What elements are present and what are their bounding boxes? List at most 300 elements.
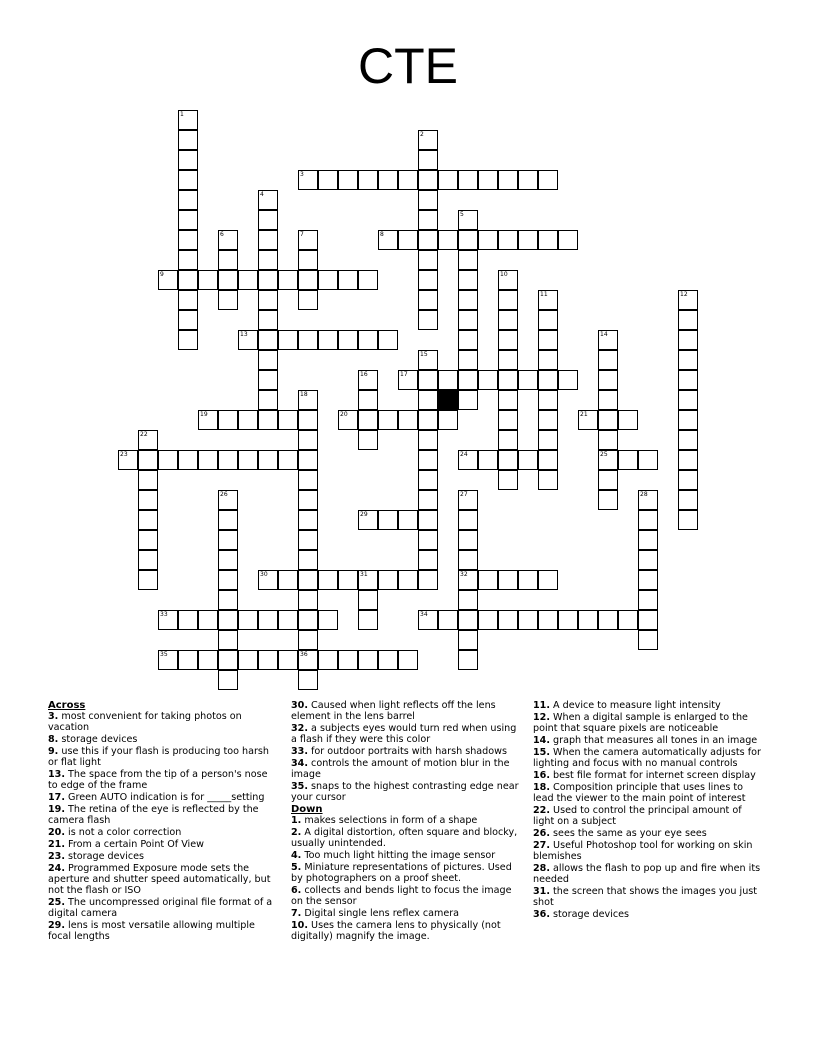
grid-cell[interactable]	[418, 410, 438, 430]
grid-cell[interactable]	[558, 610, 578, 630]
grid-cell[interactable]	[138, 510, 158, 530]
grid-cell[interactable]	[238, 610, 258, 630]
grid-cell[interactable]	[298, 490, 318, 510]
clue-item-text: A digital distortion, often square and blocky, usually unintended.	[291, 827, 518, 849]
clue-number: 21	[580, 411, 588, 418]
grid-cell[interactable]	[278, 650, 298, 670]
clue-number: 16	[360, 371, 368, 378]
clue-item	[48, 920, 278, 942]
grid-cell[interactable]	[298, 670, 318, 690]
grid-cell[interactable]	[258, 290, 278, 310]
grid-cell[interactable]	[458, 650, 478, 670]
grid-cell[interactable]	[478, 450, 498, 470]
grid-cell[interactable]	[498, 310, 518, 330]
grid-cell[interactable]	[218, 410, 238, 430]
grid-cell[interactable]	[478, 170, 498, 190]
grid-cell[interactable]	[638, 510, 658, 530]
grid-cell[interactable]	[258, 210, 278, 230]
clue-item	[291, 700, 523, 722]
grid-cell[interactable]	[538, 310, 558, 330]
grid-cell[interactable]	[678, 330, 698, 350]
grid-cell[interactable]	[498, 330, 518, 350]
grid-cell[interactable]	[458, 270, 478, 290]
grid-cell[interactable]	[298, 430, 318, 450]
grid-cell[interactable]	[538, 370, 558, 390]
grid-cell[interactable]	[418, 490, 438, 510]
grid-cell[interactable]	[518, 230, 538, 250]
grid-cell[interactable]	[218, 630, 238, 650]
grid-cell[interactable]	[378, 330, 398, 350]
grid-cell[interactable]	[238, 450, 258, 470]
clue-number: 29	[360, 511, 368, 518]
grid-cell[interactable]	[458, 250, 478, 270]
grid-cell[interactable]	[418, 150, 438, 170]
grid-cell[interactable]	[158, 450, 178, 470]
clue-item-number: 1.	[291, 815, 302, 826]
grid-cell[interactable]	[538, 330, 558, 350]
grid-cell[interactable]	[238, 410, 258, 430]
grid-cell[interactable]	[478, 610, 498, 630]
grid-cell[interactable]	[258, 270, 278, 290]
grid-cell[interactable]	[518, 450, 538, 470]
grid-cell[interactable]	[498, 170, 518, 190]
grid-cell[interactable]	[298, 450, 318, 470]
clue-item-text: When a digital sample is enlarged to the point that square pixels are noticeable	[533, 712, 748, 734]
grid-cell[interactable]	[438, 170, 458, 190]
grid-cell[interactable]	[258, 410, 278, 430]
grid-cell[interactable]	[358, 430, 378, 450]
grid-cell[interactable]	[458, 590, 478, 610]
clues-column-2	[291, 700, 523, 943]
grid-cell[interactable]	[558, 230, 578, 250]
grid-cell[interactable]	[298, 270, 318, 290]
clue-item-text: storage devices	[550, 909, 630, 920]
clue-item-text: use this if your flash is producing too harsh or flat light	[48, 746, 269, 768]
clue-item-number: 2.	[291, 827, 302, 838]
grid-cell[interactable]	[638, 590, 658, 610]
clue-item	[48, 734, 278, 745]
grid-cell[interactable]	[538, 450, 558, 470]
grid-cell[interactable]	[278, 570, 298, 590]
grid-cell[interactable]	[218, 530, 238, 550]
grid-cell[interactable]	[178, 230, 198, 250]
grid-cell[interactable]	[318, 270, 338, 290]
clue-item	[48, 827, 278, 838]
grid-cell[interactable]	[178, 130, 198, 150]
grid-cell[interactable]	[358, 650, 378, 670]
clue-number: 30	[260, 571, 268, 578]
grid-cell[interactable]	[438, 410, 458, 430]
grid-cell[interactable]	[138, 570, 158, 590]
grid-cell[interactable]	[598, 390, 618, 410]
grid-cell[interactable]	[178, 290, 198, 310]
grid-cell[interactable]	[218, 590, 238, 610]
grid-cell[interactable]	[338, 650, 358, 670]
grid-cell[interactable]	[498, 370, 518, 390]
grid-cell[interactable]	[398, 510, 418, 530]
grid-cell[interactable]	[598, 430, 618, 450]
grid-cell[interactable]	[498, 450, 518, 470]
grid-cell[interactable]	[398, 230, 418, 250]
clue-item	[291, 781, 523, 803]
clue-number: 36	[300, 651, 308, 658]
grid-cell[interactable]	[498, 410, 518, 430]
clue-number: 34	[420, 611, 428, 618]
grid-cell[interactable]	[638, 630, 658, 650]
grid-cell[interactable]	[598, 610, 618, 630]
grid-cell[interactable]	[538, 170, 558, 190]
clue-number: 19	[200, 411, 208, 418]
grid-cell[interactable]	[218, 270, 238, 290]
grid-cell[interactable]	[258, 650, 278, 670]
grid-cell[interactable]	[338, 570, 358, 590]
grid-cell[interactable]	[298, 630, 318, 650]
grid-cell[interactable]	[178, 610, 198, 630]
grid-cell[interactable]	[258, 310, 278, 330]
grid-cell[interactable]	[238, 270, 258, 290]
grid-cell[interactable]	[638, 530, 658, 550]
clue-number: 17	[400, 371, 408, 378]
grid-cell[interactable]	[418, 190, 438, 210]
grid-cell[interactable]	[678, 490, 698, 510]
grid-cell[interactable]	[258, 230, 278, 250]
grid-cell[interactable]	[438, 610, 458, 630]
grid-cell[interactable]	[418, 450, 438, 470]
grid-cell[interactable]	[258, 610, 278, 630]
grid-cell[interactable]	[458, 310, 478, 330]
grid-cell[interactable]	[318, 650, 338, 670]
grid-cell[interactable]	[358, 170, 378, 190]
clue-item-text: the screen that shows the images you just shot	[533, 886, 758, 908]
grid-cell[interactable]	[178, 450, 198, 470]
grid-cell[interactable]	[498, 430, 518, 450]
grid-cell[interactable]	[458, 290, 478, 310]
grid-cell[interactable]	[258, 450, 278, 470]
grid-cell[interactable]	[538, 390, 558, 410]
clue-item-number: 20.	[48, 827, 65, 838]
grid-cell[interactable]	[138, 530, 158, 550]
grid-cell[interactable]	[358, 410, 378, 430]
grid-cell[interactable]	[478, 370, 498, 390]
grid-cell[interactable]	[638, 570, 658, 590]
clue-item-text: Green AUTO indication is for _____setting	[65, 792, 265, 803]
grid-cell[interactable]	[298, 550, 318, 570]
clue-number: 4	[260, 191, 264, 198]
clue-item-number: 29.	[48, 920, 65, 931]
grid-cell[interactable]	[518, 610, 538, 630]
grid-cell[interactable]	[198, 450, 218, 470]
grid-cell[interactable]	[618, 410, 638, 430]
grid-cell[interactable]	[498, 470, 518, 490]
clue-number: 35	[160, 651, 168, 658]
grid-cell[interactable]	[338, 170, 358, 190]
grid-cell[interactable]	[678, 510, 698, 530]
grid-cell[interactable]	[418, 430, 438, 450]
grid-cell[interactable]	[178, 250, 198, 270]
clue-item-number: 18.	[533, 782, 550, 793]
grid-cell[interactable]	[218, 450, 238, 470]
grid-cell[interactable]	[178, 190, 198, 210]
clue-number: 31	[360, 571, 368, 578]
grid-cell[interactable]	[598, 350, 618, 370]
grid-cell[interactable]	[218, 510, 238, 530]
grid-cell[interactable]	[418, 310, 438, 330]
grid-cell[interactable]	[218, 290, 238, 310]
grid-cell[interactable]	[358, 390, 378, 410]
grid-cell[interactable]	[538, 470, 558, 490]
clue-number: 10	[500, 271, 508, 278]
grid-cell[interactable]	[538, 410, 558, 430]
grid-cell[interactable]	[138, 470, 158, 490]
grid-cell[interactable]	[178, 270, 198, 290]
grid-cell[interactable]	[458, 370, 478, 390]
grid-cell[interactable]	[358, 330, 378, 350]
grid-cell[interactable]	[678, 410, 698, 430]
grid-cell[interactable]	[418, 530, 438, 550]
grid-cell[interactable]	[678, 390, 698, 410]
grid-cell[interactable]	[258, 370, 278, 390]
grid-cell[interactable]	[218, 670, 238, 690]
grid-cell[interactable]	[418, 210, 438, 230]
clue-item-text: Uses the camera lens to physically (not digitally) magnify the image.	[291, 920, 501, 942]
grid-cell[interactable]	[458, 350, 478, 370]
grid-cell[interactable]	[398, 650, 418, 670]
grid-cell[interactable]	[338, 330, 358, 350]
clue-item	[533, 770, 765, 781]
grid-cell[interactable]	[418, 570, 438, 590]
clue-number: 33	[160, 611, 168, 618]
clue-item-number: 17.	[48, 792, 65, 803]
grid-cell[interactable]	[138, 490, 158, 510]
grid-cell[interactable]	[418, 390, 438, 410]
grid-cell[interactable]	[538, 610, 558, 630]
grid-cell[interactable]	[378, 570, 398, 590]
grid-cell[interactable]	[278, 450, 298, 470]
grid-cell[interactable]	[618, 450, 638, 470]
grid-cell[interactable]	[458, 330, 478, 350]
grid-cell[interactable]	[678, 350, 698, 370]
clue-item	[48, 897, 278, 919]
grid-cell[interactable]	[378, 510, 398, 530]
grid-cell[interactable]	[438, 370, 458, 390]
clue-item-number: 4.	[291, 850, 302, 861]
grid-cell[interactable]	[498, 390, 518, 410]
grid-cell[interactable]	[418, 510, 438, 530]
grid-cell[interactable]	[458, 390, 478, 410]
clue-number: 1	[180, 111, 184, 118]
grid-cell[interactable]	[418, 230, 438, 250]
grid-cell[interactable]	[418, 370, 438, 390]
grid-cell[interactable]	[458, 630, 478, 650]
grid-cell[interactable]	[638, 610, 658, 630]
grid-cell[interactable]	[318, 330, 338, 350]
grid-cell[interactable]	[178, 210, 198, 230]
grid-cell[interactable]	[298, 610, 318, 630]
grid-cell[interactable]	[378, 650, 398, 670]
grid-cell[interactable]	[598, 370, 618, 390]
grid-cell[interactable]	[498, 570, 518, 590]
grid-cell[interactable]	[418, 470, 438, 490]
grid-cell[interactable]	[498, 350, 518, 370]
clue-item-number: 10.	[291, 920, 308, 931]
clue-item-text: The space from the tip of a person's nose to edge of the frame	[48, 769, 268, 791]
grid-cell[interactable]	[458, 550, 478, 570]
grid-cell[interactable]	[638, 450, 658, 470]
grid-cell[interactable]	[298, 410, 318, 430]
clue-item	[291, 862, 523, 884]
grid-cell[interactable]	[378, 410, 398, 430]
grid-cell[interactable]	[218, 570, 238, 590]
clue-item-text: Used to control the principal amount of light on a subject	[533, 805, 742, 827]
clue-item-text: The uncompressed original file format of a digital camera	[48, 897, 273, 919]
grid-cell[interactable]	[518, 370, 538, 390]
grid-cell[interactable]	[258, 330, 278, 350]
grid-cell[interactable]	[418, 550, 438, 570]
grid-cell[interactable]	[538, 350, 558, 370]
grid-cell[interactable]	[678, 450, 698, 470]
grid-cell[interactable]	[218, 250, 238, 270]
grid-cell[interactable]	[258, 390, 278, 410]
page-title: CTE	[358, 38, 458, 94]
clue-item	[533, 909, 765, 920]
grid-cell[interactable]	[358, 590, 378, 610]
grid-cell[interactable]	[678, 310, 698, 330]
clue-item-text: A device to measure light intensity	[550, 700, 721, 711]
grid-cell[interactable]	[458, 510, 478, 530]
grid-cell[interactable]	[178, 170, 198, 190]
clue-item-text: storage devices	[65, 851, 145, 862]
grid-cell[interactable]	[598, 470, 618, 490]
clue-number: 18	[300, 391, 308, 398]
clue-item-number: 15.	[533, 747, 550, 758]
grid-cell[interactable]	[638, 550, 658, 570]
grid-cell[interactable]	[298, 330, 318, 350]
clue-item-number: 31.	[533, 886, 550, 897]
clue-item-text: Digital single lens reflex camera	[301, 908, 460, 919]
grid-cell[interactable]	[518, 570, 538, 590]
grid-cell[interactable]	[278, 270, 298, 290]
grid-cell[interactable]	[478, 570, 498, 590]
clue-item	[291, 850, 523, 861]
grid-cell[interactable]	[458, 170, 478, 190]
clue-item-number: 23.	[48, 851, 65, 862]
grid-cell[interactable]	[318, 170, 338, 190]
grid-cell[interactable]	[418, 250, 438, 270]
grid-cell[interactable]	[298, 590, 318, 610]
grid-cell[interactable]	[578, 610, 598, 630]
grid-cell[interactable]	[418, 170, 438, 190]
grid-cell[interactable]	[338, 270, 358, 290]
grid-cell[interactable]	[298, 250, 318, 270]
clues-column-3	[533, 700, 765, 921]
grid-cell[interactable]	[498, 290, 518, 310]
grid-cell[interactable]	[438, 230, 458, 250]
grid-cell[interactable]	[258, 350, 278, 370]
grid-cell[interactable]	[678, 470, 698, 490]
grid-cell[interactable]	[198, 650, 218, 670]
grid-cell[interactable]	[178, 330, 198, 350]
clue-number: 3	[300, 171, 304, 178]
clue-item-text: From a certain Point Of View	[65, 839, 204, 850]
grid-cell[interactable]	[298, 470, 318, 490]
clue-item	[291, 920, 523, 942]
grid-cell[interactable]	[418, 270, 438, 290]
across-clue-list	[48, 711, 278, 942]
clue-item	[291, 885, 523, 907]
grid-cell[interactable]	[458, 230, 478, 250]
grid-cell[interactable]	[558, 370, 578, 390]
grid-cell[interactable]	[178, 310, 198, 330]
grid-cell[interactable]	[678, 370, 698, 390]
clue-item-text: most convenient for taking photos on vacation	[48, 711, 242, 733]
grid-cell[interactable]	[278, 330, 298, 350]
grid-cell[interactable]	[458, 610, 478, 630]
grid-cell[interactable]	[278, 410, 298, 430]
grid-cell[interactable]	[398, 170, 418, 190]
grid-cell[interactable]	[218, 550, 238, 570]
grid-cell[interactable]	[458, 530, 478, 550]
grid-cell[interactable]	[498, 230, 518, 250]
grid-cell[interactable]	[318, 570, 338, 590]
grid-cell[interactable]	[218, 650, 238, 670]
grid-cell[interactable]	[398, 410, 418, 430]
clue-item	[533, 782, 765, 804]
grid-cell[interactable]	[178, 650, 198, 670]
grid-cell[interactable]	[518, 170, 538, 190]
grid-cell[interactable]	[538, 570, 558, 590]
clue-item-text: lens is most versatile allowing multiple focal lengths	[48, 920, 255, 942]
grid-cell[interactable]	[358, 270, 378, 290]
grid-cell[interactable]	[138, 450, 158, 470]
grid-cell[interactable]	[278, 610, 298, 630]
grid-cell[interactable]	[198, 610, 218, 630]
clue-item-text: Useful Photoshop tool for working on skin blemishes	[533, 840, 753, 862]
clue-number: 12	[680, 291, 688, 298]
grid-cell[interactable]	[418, 290, 438, 310]
grid-cell[interactable]	[478, 230, 498, 250]
clue-item	[291, 827, 523, 849]
grid-cell[interactable]	[378, 170, 398, 190]
clue-item-number: 30.	[291, 700, 308, 711]
grid-cell[interactable]	[298, 530, 318, 550]
grid-cell[interactable]	[498, 610, 518, 630]
grid-cell[interactable]	[318, 610, 338, 630]
clue-item-text: allows the flash to pop up and fire when its needed	[533, 863, 761, 885]
grid-cell[interactable]	[298, 290, 318, 310]
grid-cell[interactable]	[538, 430, 558, 450]
clue-number: 8	[380, 231, 384, 238]
grid-cell[interactable]	[258, 250, 278, 270]
grid-cell[interactable]	[678, 430, 698, 450]
grid-cell[interactable]	[398, 570, 418, 590]
clue-item	[48, 804, 278, 826]
clue-item-number: 9.	[48, 746, 59, 757]
grid-cell[interactable]	[618, 610, 638, 630]
grid-cell[interactable]	[178, 150, 198, 170]
grid-cell[interactable]	[358, 610, 378, 630]
grid-cell[interactable]	[538, 230, 558, 250]
grid-cell[interactable]	[238, 650, 258, 670]
grid-cell[interactable]	[138, 550, 158, 570]
grid-cell[interactable]	[298, 510, 318, 530]
grid-cell[interactable]	[298, 570, 318, 590]
clue-item-text: Miniature representations of pictures. Used by photographers on a proof sheet.	[291, 862, 512, 884]
grid-cell[interactable]	[598, 410, 618, 430]
clues-column-1	[48, 700, 278, 943]
grid-cell[interactable]	[218, 610, 238, 630]
grid-cell[interactable]	[198, 270, 218, 290]
grid-cell[interactable]	[598, 490, 618, 510]
